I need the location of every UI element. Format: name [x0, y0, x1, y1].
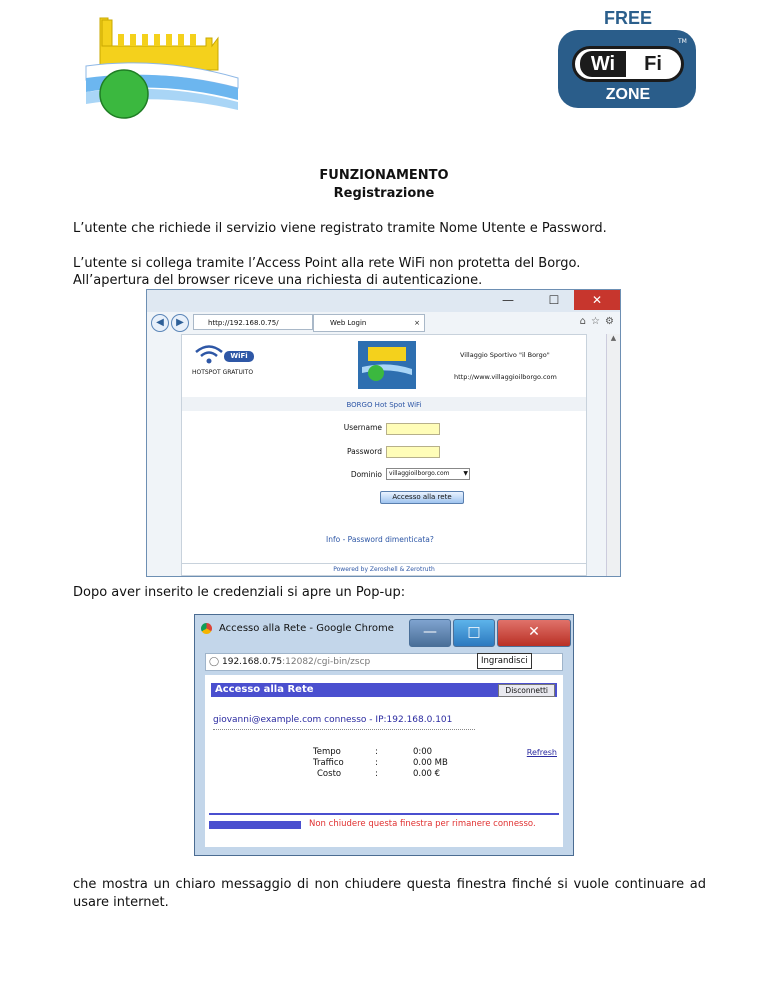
- popup-header-title: Accesso alla Rete: [215, 684, 314, 695]
- page-icon: ◯: [209, 657, 220, 667]
- paragraph-access-point: L’utente si collega tramite l’Access Point alla rete WiFi non protetta del Borgo.: [73, 256, 581, 271]
- paragraph-registration: L’utente che richiede il servizio viene registrato tramite Nome Utente e Password.: [73, 221, 607, 236]
- connection-status: [213, 715, 452, 725]
- browser-titlebar: [147, 290, 620, 312]
- zone-label: ZONE: [605, 86, 651, 103]
- minimize-button[interactable]: —: [502, 293, 514, 307]
- site-url: http://www.villaggioilborgo.com: [454, 373, 557, 381]
- chrome-icon: [201, 623, 212, 634]
- stat-value-cost: 0.00 €: [413, 769, 441, 779]
- section-title: FUNZIONAMENTO: [319, 168, 449, 183]
- username-input[interactable]: [386, 423, 440, 435]
- popup-maximize-button[interactable]: □: [453, 619, 495, 647]
- refresh-link[interactable]: Refresh: [526, 748, 557, 757]
- popup-title: Accesso alla Rete - Google Chrome: [219, 623, 394, 634]
- login-banner: [182, 341, 586, 398]
- stat-sep-time: :: [375, 747, 378, 757]
- back-icon[interactable]: ◀: [151, 314, 169, 332]
- site-name: Villaggio Sportivo "il Borgo": [460, 351, 550, 359]
- home-icon[interactable]: ⌂: [579, 316, 586, 327]
- username-label: Username: [343, 423, 382, 432]
- powered-by: Powered by Zeroshell & Zerotruth: [182, 563, 586, 573]
- warning-message: Non chiudere questa finestra per rimanere connesso.: [309, 819, 536, 829]
- footer-rule: [209, 813, 559, 815]
- paragraph-popup-intro: Dopo aver inserito le credenziali si apre un Pop-up:: [73, 585, 406, 600]
- popup-page: [205, 675, 563, 847]
- stat-label-time: Tempo: [313, 747, 341, 757]
- domain-label: Dominio: [350, 470, 382, 479]
- hotspot-label: HOTSPOT GRATUITO: [192, 369, 254, 376]
- popup-screenshot: [194, 614, 574, 856]
- status-divider: [213, 729, 475, 730]
- paragraph-browser-auth: All’apertura del browser riceve una richiesta di autenticazione.: [73, 273, 483, 288]
- user-email: giovanni@example.com: [213, 715, 322, 725]
- paragraph-popup-explanation: che mostra un chiaro messaggio di non chiudere questa finestra finché si vuole continuare ad usare internet.: [73, 877, 706, 910]
- address-row: [151, 314, 616, 332]
- wi-block: Wi: [580, 51, 626, 77]
- wifi-badge: WiFi: [224, 351, 254, 362]
- address-host: 192.168.0.75: [222, 657, 283, 667]
- domain-select[interactable]: [386, 468, 470, 480]
- borgo-logo: [82, 16, 242, 126]
- maximize-button[interactable]: ☐: [548, 293, 560, 307]
- stat-value-time: 0:00: [413, 747, 433, 757]
- url-input[interactable]: http://192.168.0.75/: [193, 314, 313, 330]
- stat-label-traffic: Traffico: [313, 758, 344, 768]
- free-wifi-zone-logo: [556, 8, 700, 112]
- wifi-signal-icon: [194, 343, 224, 369]
- free-label: FREE: [603, 8, 652, 28]
- password-input[interactable]: [386, 446, 440, 458]
- maximize-tooltip: Ingrandisci: [477, 653, 532, 669]
- password-label: Password: [346, 447, 382, 456]
- close-button[interactable]: ✕: [574, 290, 620, 310]
- popup-close-button[interactable]: ✕: [497, 619, 571, 647]
- warning-bar-left: [209, 821, 301, 829]
- settings-icon[interactable]: ⚙: [605, 316, 614, 327]
- login-page: [181, 334, 587, 576]
- popup-header-bar: [211, 683, 557, 697]
- scroll-up-icon[interactable]: ▲: [610, 334, 617, 342]
- web-login-screenshot: [146, 289, 621, 577]
- info-link[interactable]: Info - Password dimenticata?: [326, 535, 434, 544]
- domain-value: villaggioilborgo.com: [389, 470, 450, 477]
- stat-label-cost: Costo: [317, 769, 342, 779]
- stat-sep-traffic: :: [375, 758, 378, 768]
- forward-icon[interactable]: ▶: [171, 314, 189, 332]
- access-network-button[interactable]: Accesso alla rete: [380, 491, 464, 504]
- chevron-down-icon: ▼: [463, 470, 468, 477]
- status-text: connesso - IP:192.168.0.101: [321, 715, 453, 725]
- popup-minimize-button[interactable]: —: [409, 619, 451, 647]
- page-scrollbar[interactable]: [606, 334, 620, 576]
- tm-mark: TM: [678, 38, 687, 45]
- disconnect-button[interactable]: Disconnetti: [498, 684, 555, 697]
- hotspot-subtitle: BORGO Hot Spot WiFi: [346, 401, 422, 409]
- address-path: :12082/cgi-bin/zscp: [282, 657, 371, 667]
- stat-sep-cost: :: [375, 769, 378, 779]
- section-subtitle: Registrazione: [333, 186, 435, 201]
- banner-logo: [358, 341, 416, 389]
- tab-web-login[interactable]: [313, 314, 425, 332]
- tab-title: Web Login: [330, 319, 367, 327]
- fi-block: Fi: [644, 53, 662, 75]
- stat-value-traffic: 0.00 MB: [413, 758, 448, 768]
- tab-close-icon[interactable]: ×: [414, 319, 420, 327]
- favorites-icon[interactable]: ☆: [591, 316, 600, 327]
